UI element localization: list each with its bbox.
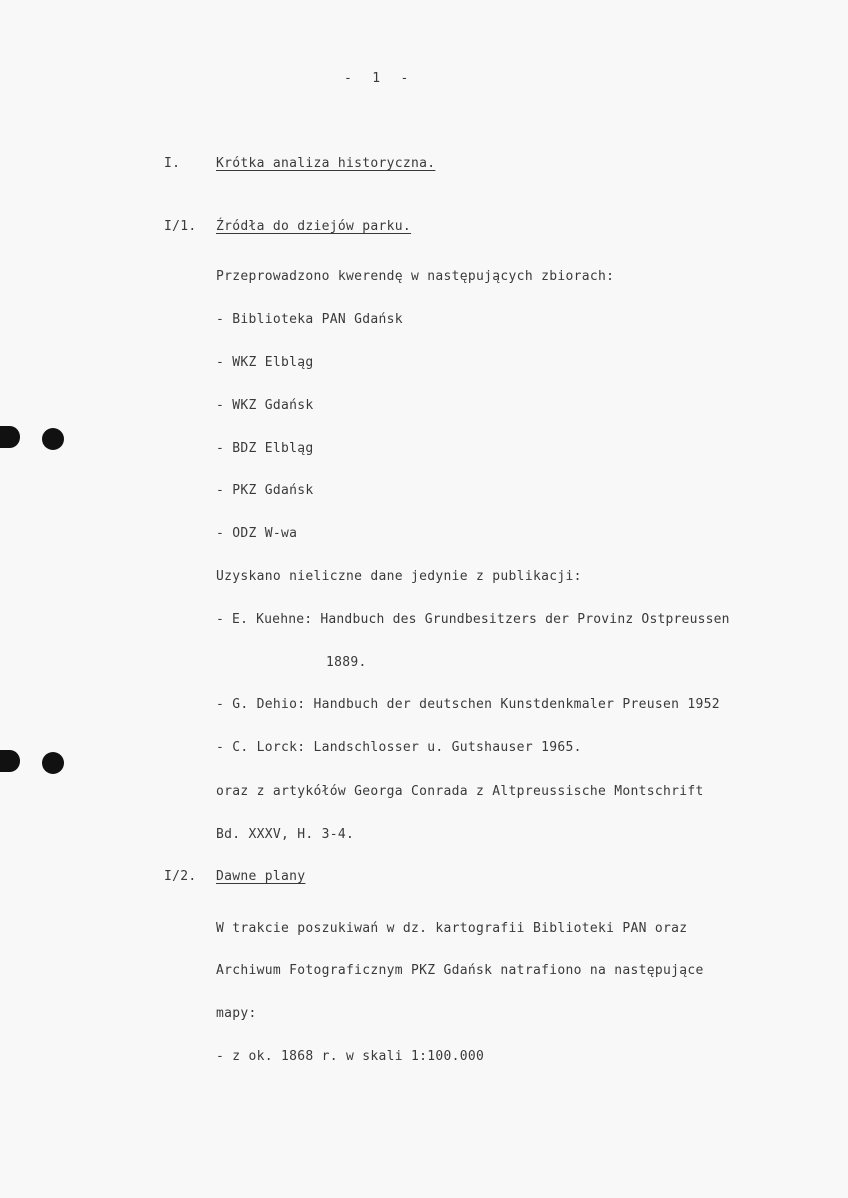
punch-hole-right-top [42,428,64,450]
list-item: - G. Dehio: Handbuch der deutschen Kunstdenkmaler Preusen 1952 [216,697,720,712]
punch-hole-left-top [0,426,20,448]
list-item: - PKZ Gdańsk [216,483,314,498]
subsection-title: Źródła do dziejów parku. [216,219,412,234]
list-item-continuation: 1889. [326,655,367,670]
list-item: - C. Lorck: Landschlosser u. Gutshauser 1965. [216,740,582,755]
paragraph: Uzyskano nieliczne dane jedynie z publikacji: [216,569,582,584]
punch-hole-left-bottom [0,750,20,772]
subsection-number: I/1. [164,219,197,234]
paragraph: Bd. XXXV, H. 3-4. [216,827,355,842]
paragraph: mapy: [216,1006,257,1021]
list-item: - z ok. 1868 r. w skali 1:100.000 [216,1049,485,1064]
list-item: - ODZ W-wa [216,526,298,541]
punch-hole-right-bottom [42,752,64,774]
list-item: - WKZ Gdańsk [216,398,314,413]
section-number: I. [164,156,181,171]
section-title: Krótka analiza historyczna. [216,156,436,171]
list-item: - BDZ Elbląg [216,441,314,456]
subsection-title: Dawne plany [216,869,306,884]
paragraph: Przeprowadzono kwerendę w następujących zbiorach: [216,269,615,284]
subsection-number: I/2. [164,869,197,884]
paragraph: W trakcie poszukiwań w dz. kartografii Biblioteki PAN oraz [216,921,688,936]
paragraph: Archiwum Fotograficznym PKZ Gdańsk natrafiono na następujące [216,963,704,978]
page-number: - 1 - [344,71,409,86]
paragraph: oraz z artykółów Georga Conrada z Altpreussische Montschrift [216,784,704,799]
list-item: - WKZ Elbląg [216,355,314,370]
list-item: - Biblioteka PAN Gdańsk [216,312,403,327]
list-item: - E. Kuehne: Handbuch des Grundbesitzers der Provinz Ostpreussen [216,612,730,627]
